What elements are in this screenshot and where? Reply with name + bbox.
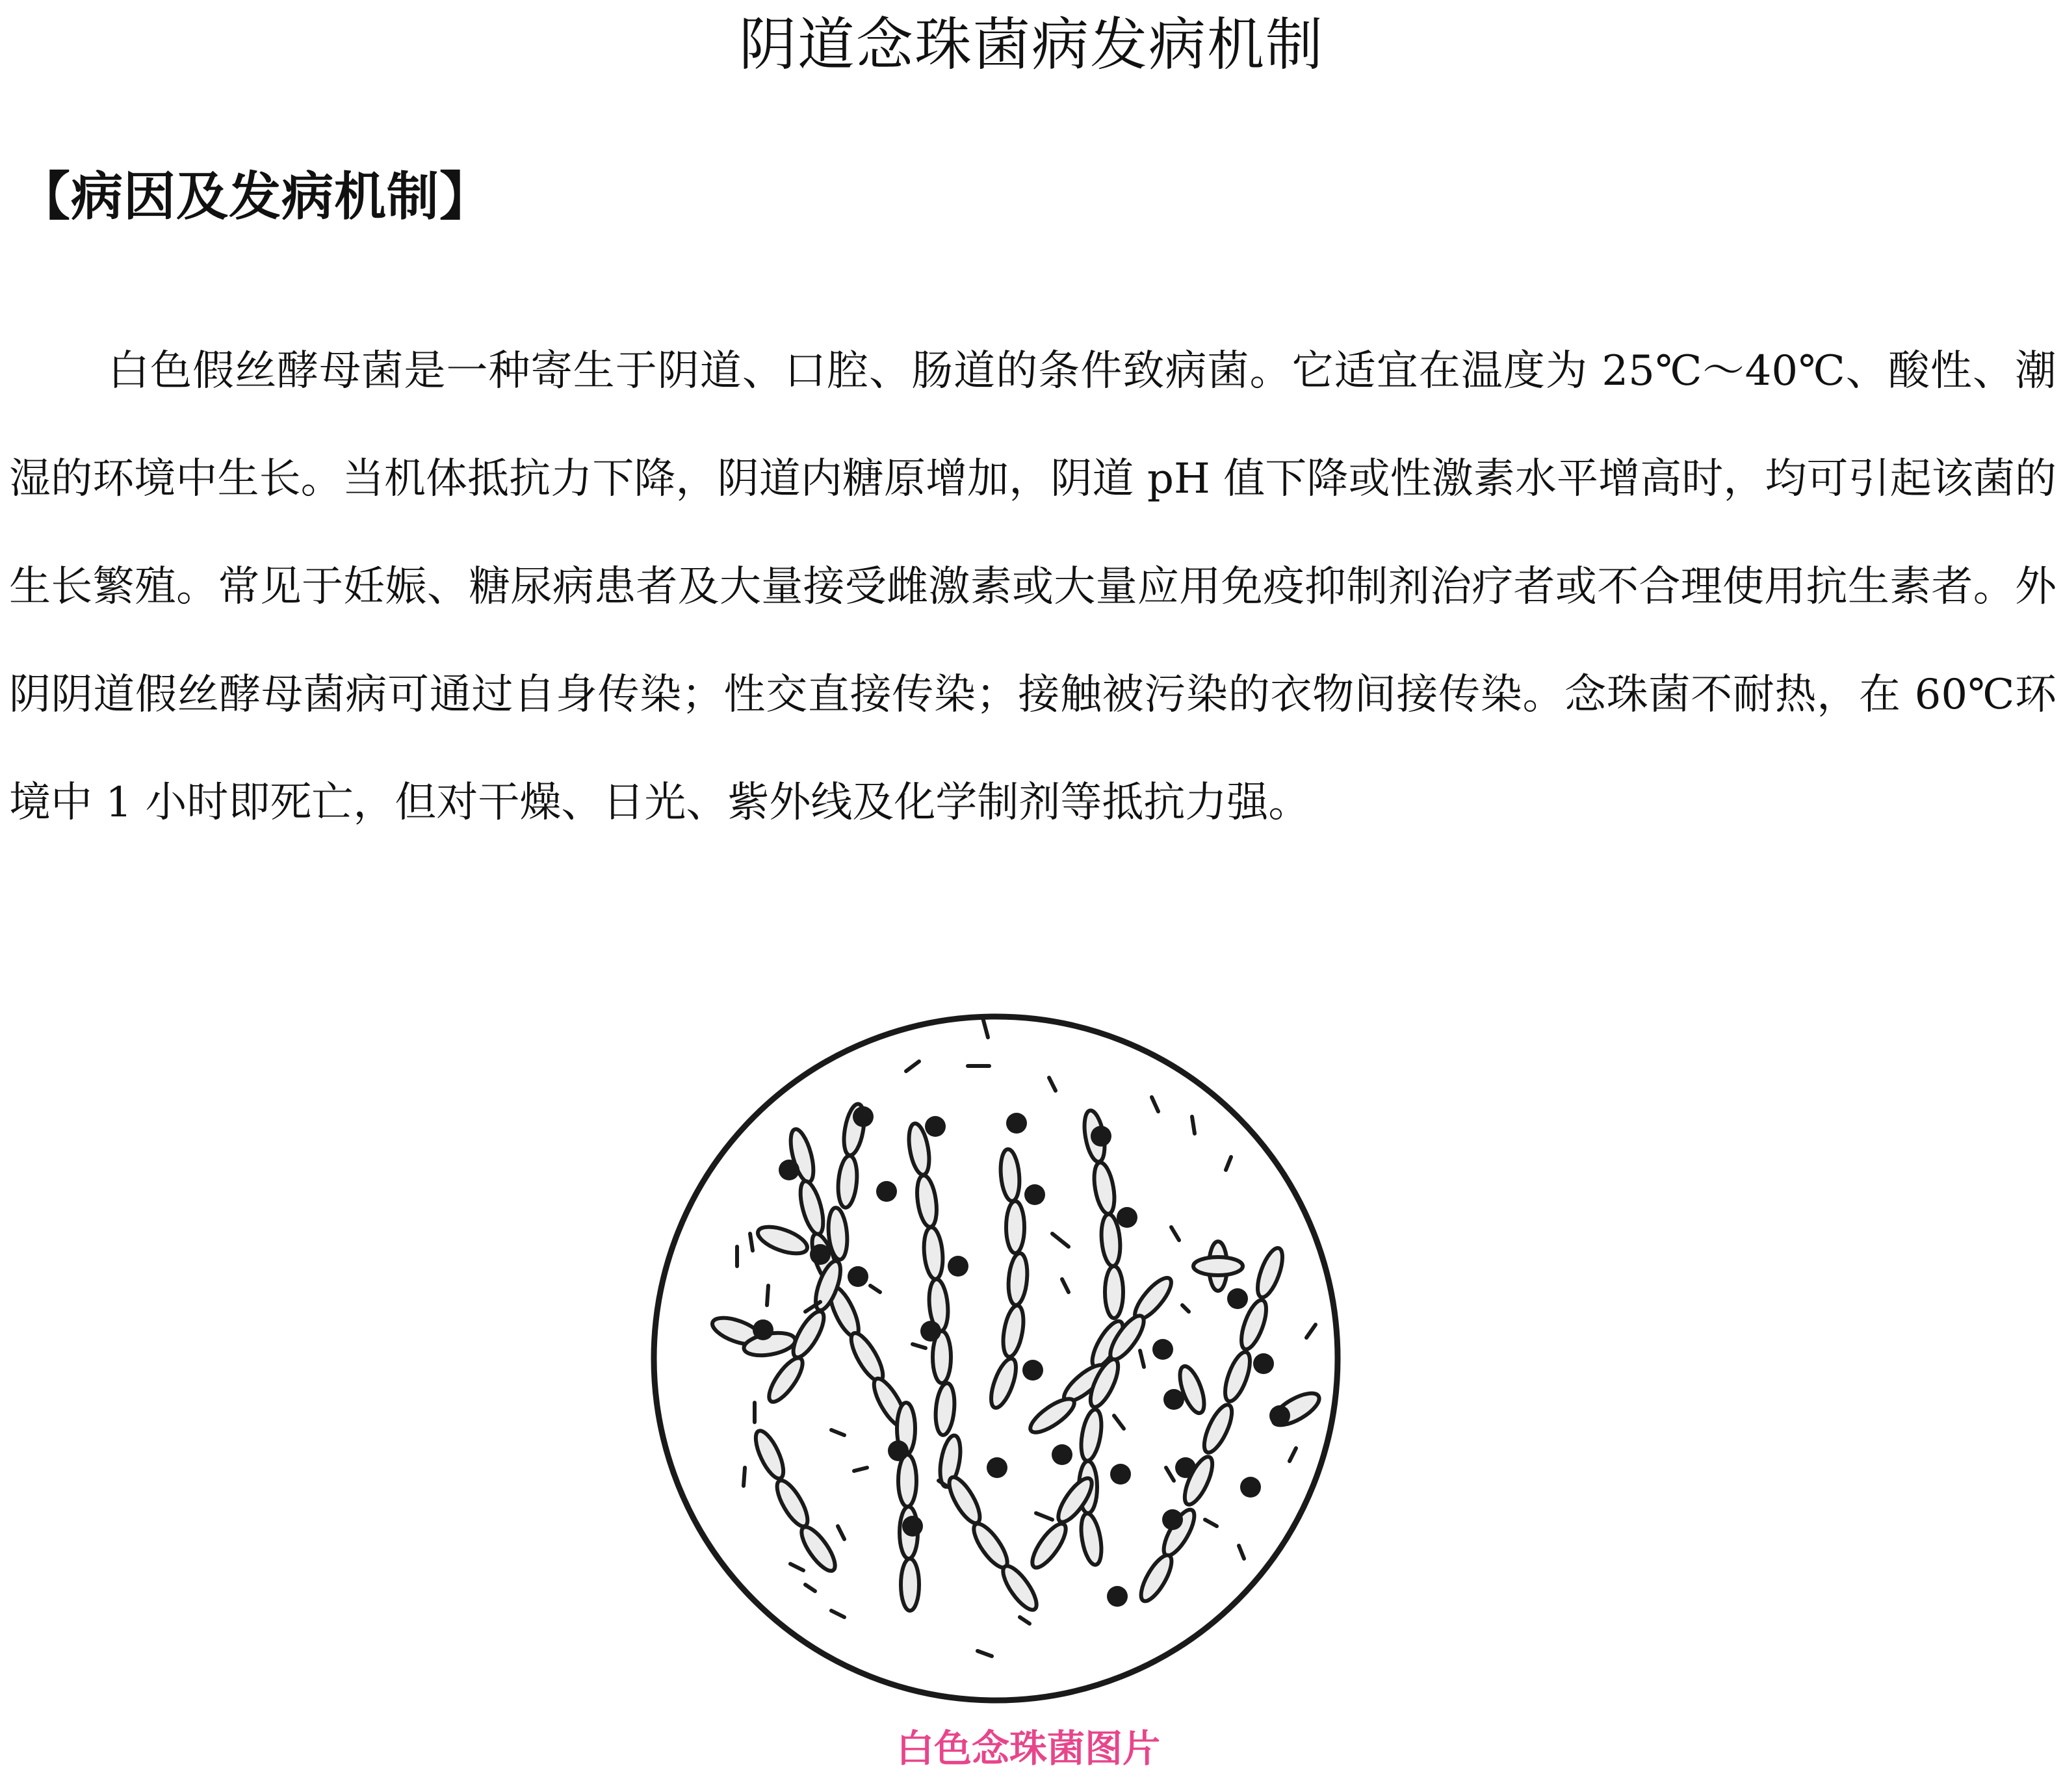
section-heading: 【病因及发病机制】 [18, 166, 492, 227]
figure-caption: 白色念珠菌图片 [896, 1726, 1160, 1771]
candida-microscope-illustration [464, 961, 1592, 1786]
body-paragraph: 白色假丝酵母菌是一种寄生于阴道、口腔、肠道的条件致病菌。它适宜在温度为 25℃～40℃、酸性、潮湿的环境中生长。当机体抵抗力下降，阴道内糖原增加，阴道 pH 值下降或性激素水平增高时，均可引起该菌的生长繁殖。常见于妊娠、糖尿病患者及大量接受雌激素或大量应用免疫抑制剂治疗者或不合理使用抗生素者。外阴阴道假丝酵母菌病可通过自身传染；性交直接传染；接触被污染的衣物间接传染。念珠菌不耐热，在 60℃环境中 1 小时即死亡，但对干燥、日光、紫外线及化学制剂等抵抗力强。 [9, 347, 2057, 827]
candida-figure [464, 961, 1592, 1786]
page-title: 阴道念珠菌病发病机制 [738, 11, 1324, 78]
